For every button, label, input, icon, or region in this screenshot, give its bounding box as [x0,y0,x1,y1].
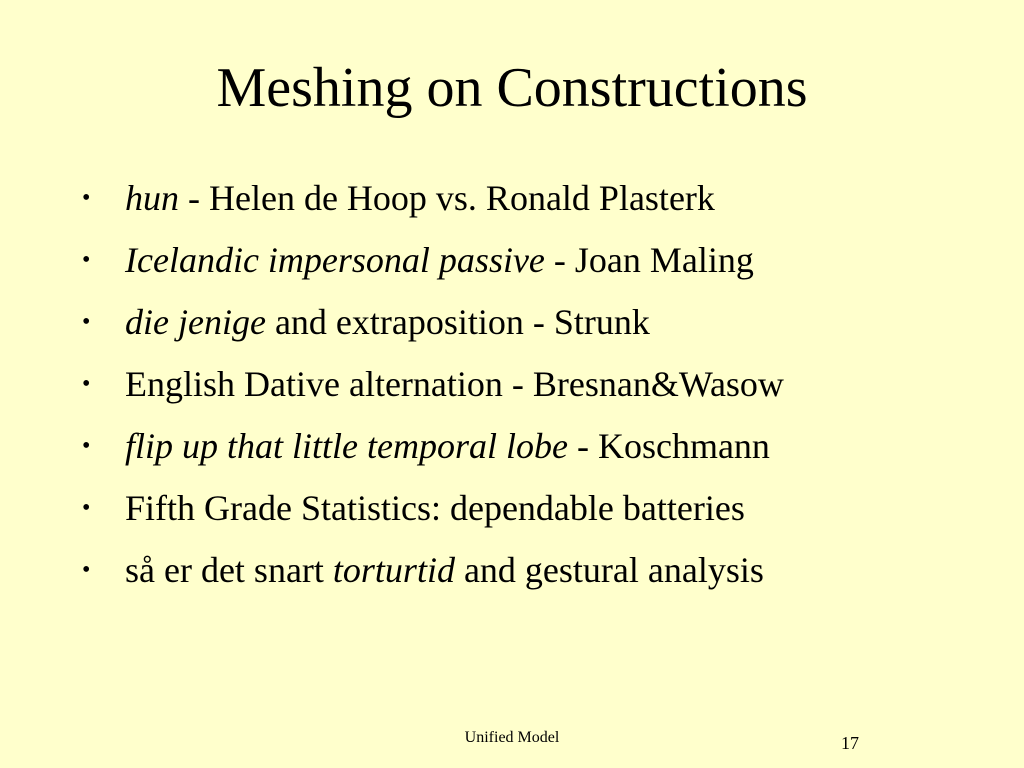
bullet-icon: • [82,495,91,521]
bullet-item [82,420,962,472]
bullet-item [82,482,962,534]
bullet-text-italic: hun [125,178,179,218]
bullet-item [82,172,962,224]
bullet-text: and extraposition - Strunk [265,302,650,342]
bullet-text-italic: die jenige [125,302,266,342]
bullet-text: and gestural analysis [454,550,764,590]
bullet-icon: • [82,371,91,397]
bullet-item [82,296,962,348]
bullet-icon: • [82,309,91,335]
bullet-list [82,172,962,606]
bullet-icon: • [82,557,91,583]
bullet-text: English Dative alternation - Bresnan&Wasow [125,364,784,404]
slide-title: Meshing on Constructions [216,57,808,119]
bullet-text: - Koschmann [567,426,770,466]
footer-title: Unified Model [464,729,560,746]
bullet-text-italic: flip up that little temporal lobe [125,426,568,466]
page-number: 17 [841,733,859,753]
bullet-text-italic: Icelandic impersonal passive [125,240,545,280]
bullet-text: - Helen de Hoop vs. Ronald Plasterk [179,178,715,218]
bullet-item [82,234,962,286]
bullet-icon: • [82,433,91,459]
bullet-icon: • [82,247,91,273]
bullet-icon: • [82,185,91,211]
bullet-item [82,544,962,596]
bullet-text: Fifth Grade Statistics: dependable batteries [125,488,745,528]
bullet-text: - Joan Maling [544,240,754,280]
bullet-item [82,358,962,410]
bullet-text-italic: torturtid [332,550,455,590]
bullet-text: så er det snart [125,550,333,590]
